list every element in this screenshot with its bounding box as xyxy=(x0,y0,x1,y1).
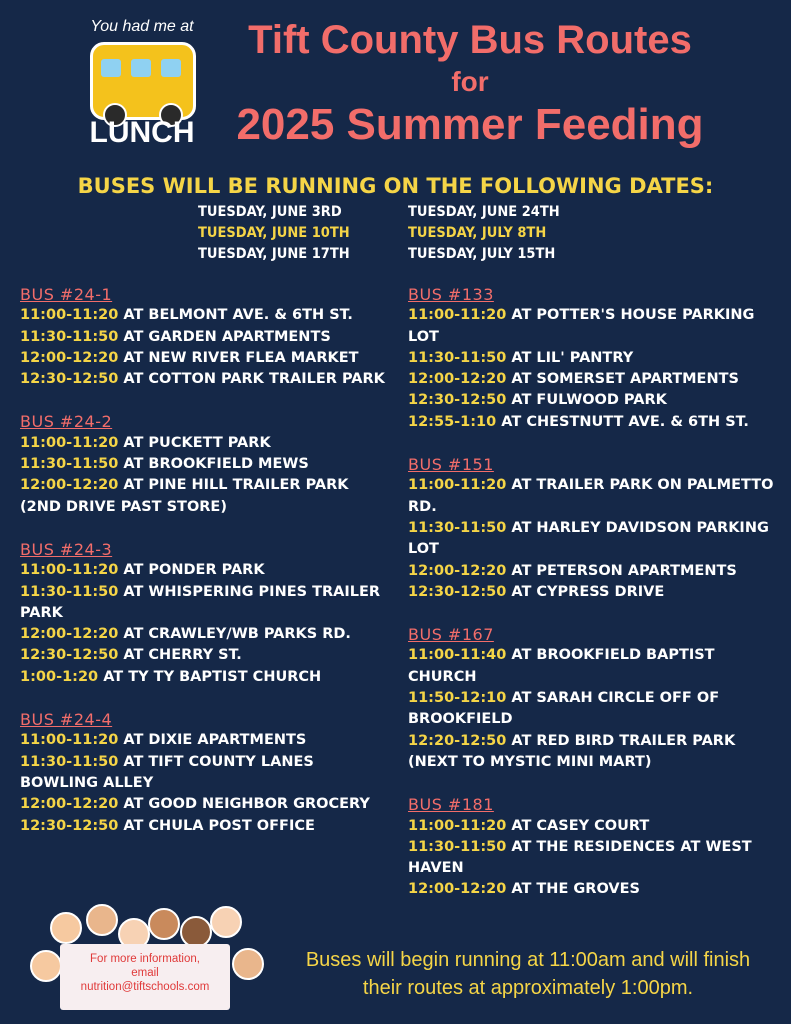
stop-time: 11:30-11:50 xyxy=(408,349,507,366)
route-stop xyxy=(408,348,778,369)
stop-time: 11:30-11:50 xyxy=(408,838,507,855)
stop-place: AT CHULA POST OFFICE xyxy=(118,817,315,834)
stop-time: 12:30-12:50 xyxy=(408,392,507,409)
stop-place: AT BROOKFIELD BAPTIST CHURCH xyxy=(408,647,715,685)
stop-time: 11:30-11:50 xyxy=(408,519,507,536)
stop-time: 11:00-11:40 xyxy=(408,647,507,664)
route-stop xyxy=(20,454,390,475)
bus-route xyxy=(408,624,778,773)
stop-place: AT POTTER'S HOUSE PARKING LOT xyxy=(408,307,755,345)
stop-place: AT CRAWLEY/WB PARKS RD. xyxy=(118,626,351,643)
right-route-column xyxy=(408,284,778,922)
info-sign xyxy=(60,944,230,1010)
page-title-line3: 2025 Summer Feeding xyxy=(236,100,704,149)
stop-place: AT RED BIRD TRAILER PARK (NEXT TO MYSTIC MINI MART) xyxy=(408,732,736,770)
bus-route-title: BUS #24-1 xyxy=(20,285,113,304)
stop-place: AT PONDER PARK xyxy=(118,562,265,579)
stop-place: AT GARDEN APARTMENTS xyxy=(118,328,331,345)
route-stop xyxy=(408,837,778,880)
stop-place: AT HARLEY DAVIDSON PARKING LOT xyxy=(408,519,769,558)
school-bus-icon xyxy=(90,42,196,120)
kid-face-icon xyxy=(232,948,264,980)
stop-time: 11:50-12:10 xyxy=(408,690,507,707)
route-stop xyxy=(408,518,778,561)
stop-time: 12:30-12:50 xyxy=(408,583,507,600)
route-stop xyxy=(20,667,390,688)
stop-place: AT TY TY BAPTIST CHURCH xyxy=(98,668,322,685)
route-stop xyxy=(408,816,778,837)
bus-route xyxy=(20,411,390,517)
stop-place: AT CHERRY ST. xyxy=(118,647,242,664)
stop-time: 12:00-12:20 xyxy=(20,349,119,366)
sign-line: For more information, xyxy=(90,953,200,965)
date-row xyxy=(198,244,618,265)
stop-time: 12:00-12:20 xyxy=(20,626,119,643)
stop-time: 11:00-11:20 xyxy=(20,562,119,579)
sign-line: email xyxy=(131,967,159,979)
footer-note: Buses will begin running at 11:00am and will finish their routes at approximately 1:00pm. xyxy=(305,949,751,999)
kid-face-icon xyxy=(148,908,180,940)
stop-time: 11:00-11:20 xyxy=(20,434,119,451)
route-stop xyxy=(20,348,390,369)
route-stop xyxy=(408,561,778,582)
stop-place: AT SARAH CIRCLE OFF OF BROOKFIELD xyxy=(408,690,720,728)
stop-time: 11:00-11:20 xyxy=(20,732,119,749)
route-stop xyxy=(20,305,390,326)
stop-place: AT PINE HILL TRAILER PARK (2ND DRIVE PAST STORE) xyxy=(20,477,349,515)
stop-place: AT THE GROVES xyxy=(506,881,640,898)
route-stop xyxy=(20,624,390,645)
stop-place: AT FULWOOD PARK xyxy=(506,392,667,409)
left-route-column xyxy=(20,284,390,858)
date-entry: TUESDAY, JUNE 3RD xyxy=(198,204,342,220)
kids-illustration xyxy=(30,904,260,1014)
date-entry: TUESDAY, JULY 15TH xyxy=(408,246,556,262)
route-stop xyxy=(408,645,778,688)
stop-place: AT NEW RIVER FLEA MARKET xyxy=(118,349,359,366)
date-row xyxy=(198,202,618,223)
stop-time: 12:30-12:50 xyxy=(20,647,119,664)
bus-route-title: BUS #24-3 xyxy=(20,539,113,559)
bus-route-title: BUS #181 xyxy=(408,795,494,815)
stop-place: AT BELMONT AVE. & 6TH ST. xyxy=(118,307,353,324)
bus-route xyxy=(408,454,778,603)
stop-time: 11:00-11:20 xyxy=(408,307,507,324)
date-entry: TUESDAY, JUNE 10TH xyxy=(198,225,350,241)
stop-time: 12:20-12:50 xyxy=(408,732,507,749)
stop-place: AT CHESTNUTT AVE. & 6TH ST. xyxy=(496,413,749,430)
stop-time: 12:00-12:20 xyxy=(408,371,507,388)
date-entry: TUESDAY, JULY 8TH xyxy=(408,225,547,241)
stop-time: 11:00-11:20 xyxy=(408,817,507,834)
logo-tagline: You had me at xyxy=(90,18,194,35)
kid-face-icon xyxy=(50,912,82,944)
route-stop xyxy=(20,645,390,666)
route-stop xyxy=(408,731,778,774)
route-stop xyxy=(408,582,778,603)
kid-face-icon xyxy=(86,904,118,936)
route-stop xyxy=(408,305,778,348)
stop-time: 12:30-12:50 xyxy=(20,371,119,388)
route-stop xyxy=(408,390,778,411)
date-row xyxy=(198,223,618,244)
bus-route xyxy=(20,709,390,837)
route-stop xyxy=(408,879,778,900)
stop-time: 12:00-12:20 xyxy=(408,881,507,898)
route-stop xyxy=(408,412,778,433)
bus-route xyxy=(20,539,390,688)
page-title-line1: Tift County Bus Routes xyxy=(248,18,692,62)
stop-time: 11:30-11:50 xyxy=(20,456,119,473)
route-stop xyxy=(20,582,390,625)
route-stop xyxy=(20,369,390,390)
stop-place: AT THE RESIDENCES AT WEST HAVEN xyxy=(408,838,752,877)
stop-time: 11:30-11:50 xyxy=(20,328,119,345)
route-stop xyxy=(20,752,390,795)
dates-heading: BUSES WILL BE RUNNING ON THE FOLLOWING DATES: xyxy=(77,174,714,198)
stop-time: 12:30-12:50 xyxy=(20,817,119,834)
stop-place: AT COTTON PARK TRAILER PARK xyxy=(118,371,385,388)
route-stop xyxy=(20,433,390,454)
stop-place: AT PUCKETT PARK xyxy=(118,434,271,451)
route-stop xyxy=(20,560,390,581)
date-entry: TUESDAY, JUNE 24TH xyxy=(408,204,560,220)
stop-place: AT CYPRESS DRIVE xyxy=(506,583,665,600)
stop-place: AT WHISPERING PINES TRAILER PARK xyxy=(20,583,381,621)
date-entry: TUESDAY, JUNE 17TH xyxy=(198,246,350,262)
route-stop xyxy=(408,688,778,731)
route-stop xyxy=(20,794,390,815)
stop-place: AT SOMERSET APARTMENTS xyxy=(506,371,739,388)
bus-route-title: BUS #167 xyxy=(408,625,494,645)
bus-route xyxy=(408,794,778,900)
bus-route-title: BUS #151 xyxy=(408,455,494,475)
route-stop xyxy=(408,475,778,518)
route-stop xyxy=(20,475,390,518)
sign-email: nutrition@tiftschools.com xyxy=(80,981,210,993)
bus-route-title: BUS #24-2 xyxy=(20,412,113,432)
logo-lunch-text: LUNCH xyxy=(89,116,195,149)
stop-place: AT PETERSON APARTMENTS xyxy=(506,562,737,579)
stop-time: 11:00-11:20 xyxy=(20,307,119,324)
route-stop xyxy=(20,816,390,837)
stop-place: AT CASEY COURT xyxy=(506,817,650,834)
stop-place: AT GOOD NEIGHBOR GROCERY xyxy=(118,796,370,813)
stop-time: 11:30-11:50 xyxy=(20,583,119,600)
stop-time: 12:55-1:10 xyxy=(408,413,497,430)
bus-route-title: BUS #133 xyxy=(408,285,494,304)
page-title-line2: for xyxy=(451,66,489,97)
stop-place: AT TRAILER PARK ON PALMETTO RD. xyxy=(408,477,774,515)
stop-place: AT LIL' PANTRY xyxy=(506,349,634,366)
route-stop xyxy=(20,327,390,348)
bus-route-title: BUS #24-4 xyxy=(20,710,113,730)
stop-place: AT TIFT COUNTY LANES BOWLING ALLEY xyxy=(20,753,314,791)
stop-time: 12:00-12:20 xyxy=(20,477,119,494)
stop-place: AT DIXIE APARTMENTS xyxy=(118,732,307,749)
stop-time: 12:00-12:20 xyxy=(20,796,119,813)
stop-time: 12:00-12:20 xyxy=(408,562,507,579)
bus-route xyxy=(408,284,778,433)
route-stop xyxy=(408,369,778,390)
stop-time: 1:00-1:20 xyxy=(20,668,99,685)
stop-place: AT BROOKFIELD MEWS xyxy=(118,456,309,473)
stop-time: 11:00-11:20 xyxy=(408,477,507,494)
kid-face-icon xyxy=(30,950,62,982)
bus-route xyxy=(20,284,390,390)
dates-list xyxy=(198,202,618,265)
kid-face-icon xyxy=(210,906,242,938)
lunch-logo xyxy=(72,14,212,152)
route-stop xyxy=(20,730,390,751)
stop-time: 11:30-11:50 xyxy=(20,753,119,770)
